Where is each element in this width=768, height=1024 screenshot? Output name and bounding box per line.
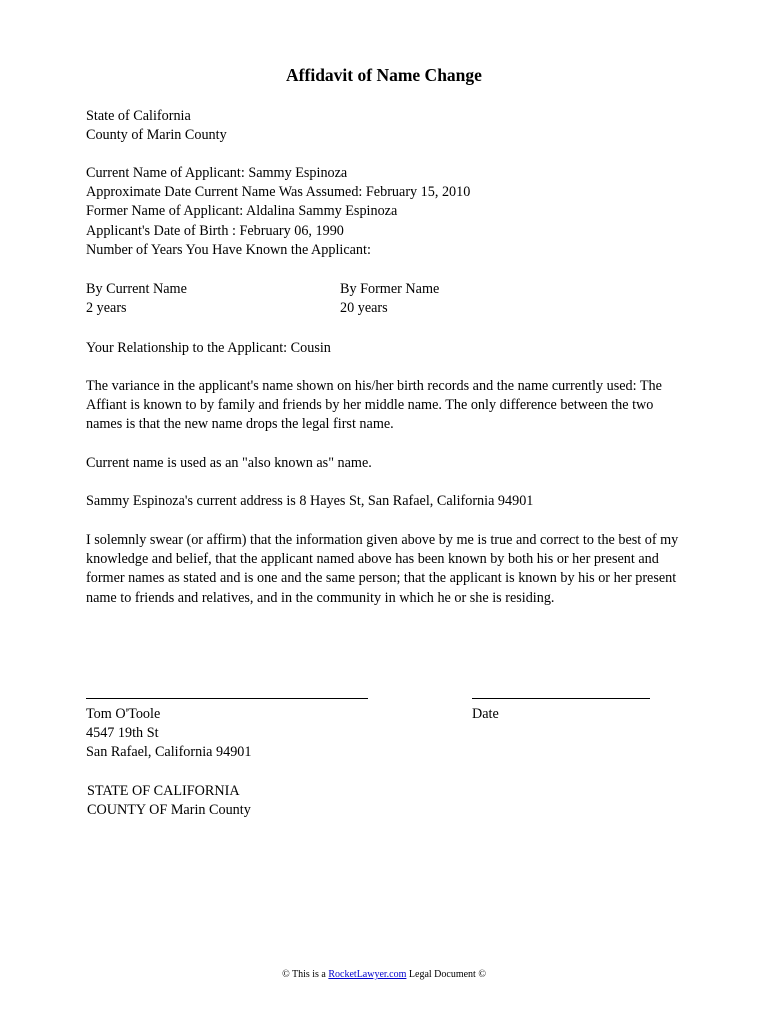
applicant-info-block (86, 164, 696, 260)
affiant-city: San Rafael, California 94901 (86, 744, 252, 761)
rocketlawyer-link[interactable]: RocketLawyer.com (328, 969, 407, 980)
former-name-line: Former Name of Applicant: Aldalina Sammy Espinoza (86, 203, 398, 220)
by-current-name-value: 2 years (86, 300, 127, 317)
years-known-line: Number of Years You Have Known the Applicant: (86, 241, 371, 258)
aka-statement: Current name is used as an "also known as" name. (86, 455, 372, 471)
birth-date-line: Applicant's Date of Birth : February 06, 1990 (86, 222, 344, 239)
jurisdiction-state: State of California (86, 108, 191, 124)
affiant-block (86, 705, 251, 763)
date-signature-line (472, 698, 650, 699)
affiant-name: Tom O'Toole (86, 706, 161, 722)
date-assumed-line: Approximate Date Current Name Was Assumed: February 15, 2010 (86, 184, 471, 201)
by-former-name-value: 20 years (340, 300, 388, 317)
document-title: Affidavit of Name Change (286, 65, 482, 85)
jurisdiction-block (86, 107, 696, 145)
jurisdiction-county: County of Marin County (86, 127, 227, 144)
relationship-line: Your Relationship to the Applicant: Cousin (86, 340, 331, 356)
by-current-name-header: By Current Name (86, 281, 187, 297)
by-former-name-header: By Former Name (340, 281, 440, 297)
notary-county: COUNTY OF Marin County (87, 802, 251, 819)
date-label: Date (472, 706, 499, 722)
affiant-signature-line (86, 698, 368, 699)
by-current-name-column (86, 280, 187, 318)
affiant-street: 4547 19th St (86, 725, 159, 742)
notary-block (87, 782, 251, 820)
footer-suffix: Legal Document © (406, 969, 486, 980)
footer-prefix: © This is a (282, 969, 329, 980)
footer (0, 968, 768, 982)
variance-paragraph: The variance in the applicant's name shown on his/her birth records and the name currently used: The Affiant is known to by family and friends by her middle name. The only difference between the two names is that the new name drops the legal first name. (86, 378, 662, 433)
notary-state: STATE OF CALIFORNIA (87, 783, 240, 799)
address-statement: Sammy Espinoza's current address is 8 Hayes St, San Rafael, California 94901 (86, 493, 534, 509)
current-name-line: Current Name of Applicant: Sammy Espinoza (86, 165, 348, 181)
by-former-name-column (340, 280, 439, 318)
oath-paragraph: I solemnly swear (or affirm) that the information given above by me is true and correct to the best of my knowledge and belief, that the applicant named above has been known by both his or her present and former names as stated and is one and the same person; that the applicant is known by his or her present name to friends and relatives, and in the community in which he or she is residing. (86, 532, 679, 606)
